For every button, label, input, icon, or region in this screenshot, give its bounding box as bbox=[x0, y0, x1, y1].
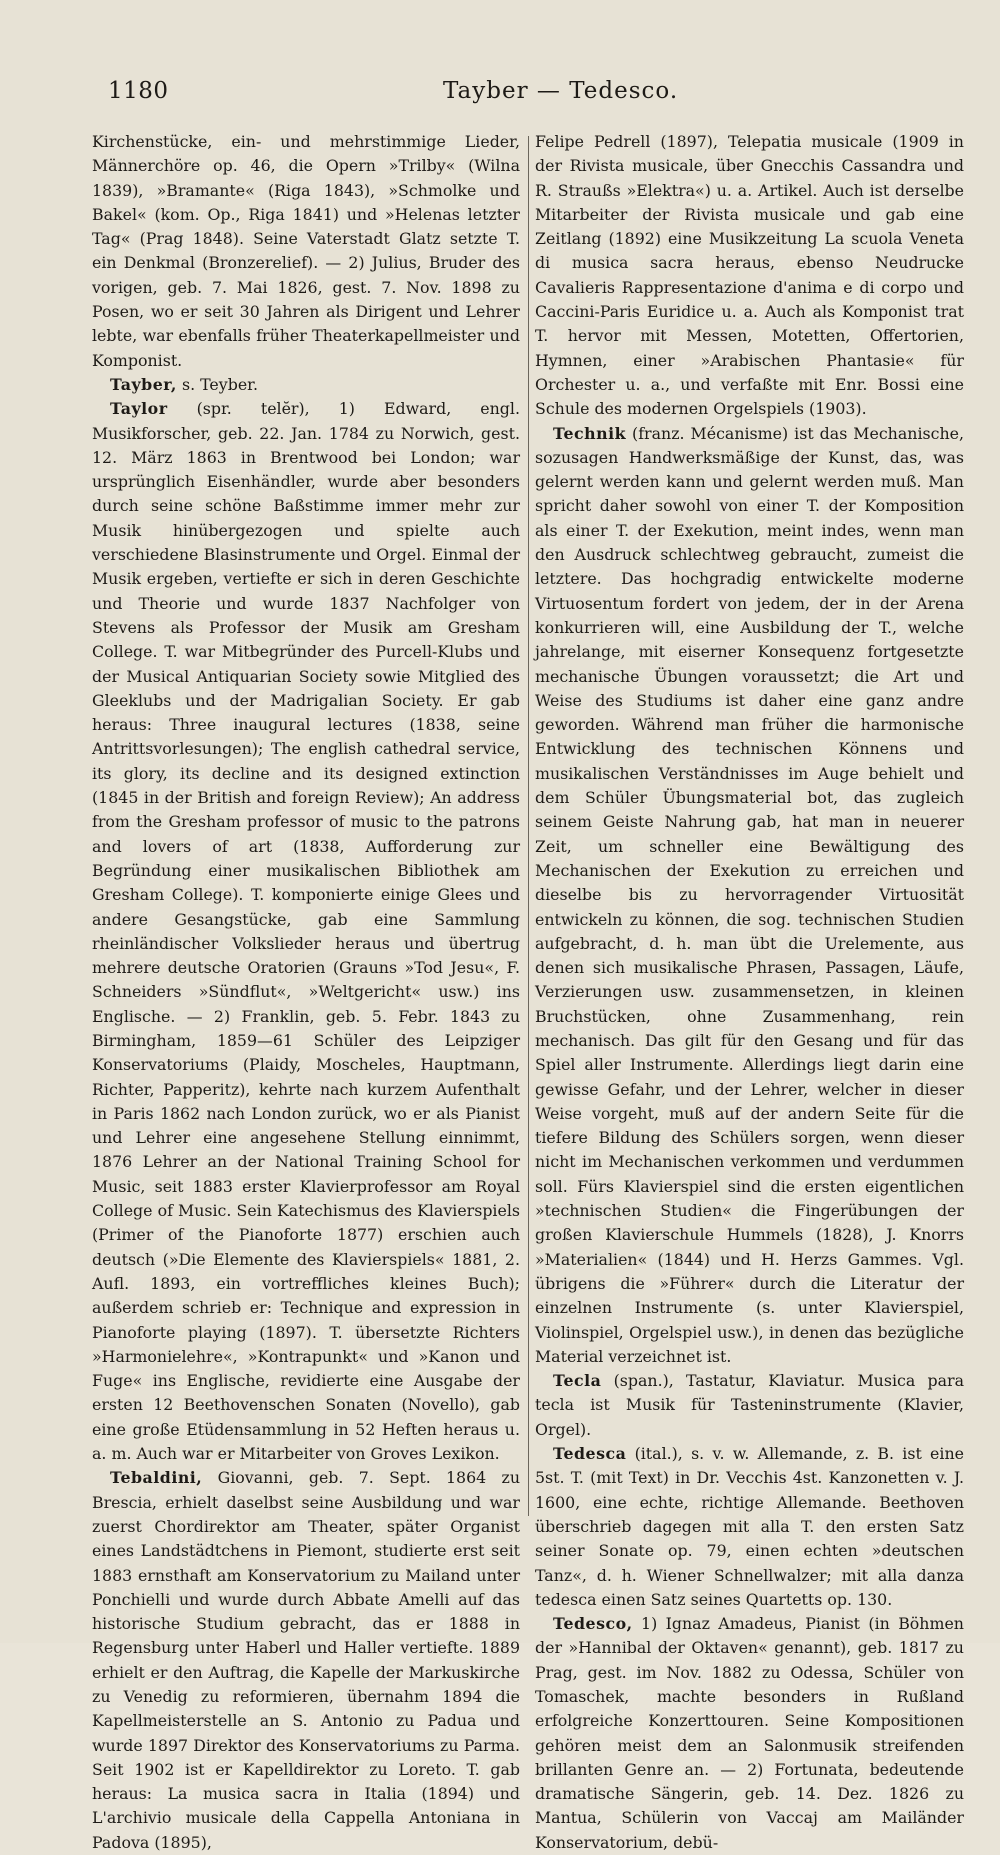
entry-headword: Tedesca bbox=[553, 1444, 627, 1464]
entry-headword: Tebaldini, bbox=[110, 1468, 203, 1488]
page-number: 1180 bbox=[108, 78, 169, 104]
entry-text: (spr. telĕr), 1) Edward, engl. Musikforscher, geb. 22. Jan. 1784 zu Norwich, gest. 12. März 1863 in Brentwood bei London; war ursprünglich Eisenhändler, wurde aber besonders durch seine schöne Baßstimme immer mehr zur Musik hinübergezogen und spielte auch verschiedene Blasinstrumente und Orgel. Einmal der Musik ergeben, vertiefte er sich in deren Geschichte und Theorie und wurde 1837 Nachfolger von Stevens als Professor der Musik am Gresham College. T. war Mitbegründer des Purcell-Klubs und der Musical Antiquarian Society sowie Mitglied des Gleeklubs und der Madrigalian Society. Er gab heraus: Three inaugural lectures (1838, seine Antrittsvorlesungen); The english cathedral service, its glory, its decline and its designed extinction (1845 in der British and foreign Review); An address from the Gresham professor of music to the patrons and lovers of art (1838, Aufforderung zur Begründung einer musikalischen Bibliothek am Gresham College). T. komponierte einige Glees und andere Gesangstücke, gab eine Sammlung rheinländischer Volkslieder heraus und übertrug mehrere deutsche Oratorien (Grauns »Tod Jesu«, F. Schneiders »Sündflut«, »Weltgericht« usw.) ins Englische. — 2) Franklin, geb. 5. Febr. 1843 zu Birmingham, 1859—61 Schüler des Leipziger Konservatoriums (Plaidy, Moscheles, Hauptmann, Richter, Papperitz), kehrte nach kurzem Aufenthalt in Paris 1862 nach London zurück, wo er als Pianist und Lehrer eine angesehene Stellung einnimmt, 1876 Lehrer an der National Training School for Music, seit 1883 erster Klavierprofessor am Royal College of Music. Sein Katechismus des Klavierspiels (Primer of the Pianoforte 1877) erschien auch deutsch (»Die Elemente des Klavierspiels« 1881, 2. Aufl. 1893, ein vortreffliches kleines Buch); außerdem schrieb er: Technique and expression in Pianoforte playing (1897). T. übersetzte Richters »Harmonielehre«, »Kontrapunkt« und »Kanon und Fuge« ins Englische, revidierte eine Ausgabe der ersten 12 Beethovenschen Sonaten (Novello), gab eine große Etüdensammlung in 52 Heften heraus u. a. m. Auch war er Mitarbeiter von Groves Lexikon. bbox=[92, 399, 520, 1464]
right-column bbox=[535, 130, 964, 1855]
continued-entry-text: Kirchenstücke, ein- und mehrstimmige Lieder, Männerchöre op. 46, die Opern »Trilby« (Wilna 1839), »Bramante« (Riga 1843), »Schmolke und Bakel« (kom. Op., Riga 1841) und »Helenas letzter Tag« (Prag 1848). Seine Vaterstadt Glatz setzte T. ein Denkmal (Bronzerelief). — 2) Julius, Bruder des vorigen, geb. 7. Mai 1826, gest. 7. Nov. 1898 zu Posen, wo er seit 30 Jahren als Dirigent und Lehrer lebte, war ebenfalls früher Theaterkapellmeister und Komponist. bbox=[92, 132, 520, 370]
dictionary-entry bbox=[92, 1466, 520, 1855]
page-header bbox=[108, 78, 679, 114]
dictionary-entry bbox=[535, 1369, 964, 1442]
entry-text: (span.), Tastatur, Klaviatur. Musica para tecla ist Musik für Tasteninstrumente (Klavier, Orgel). bbox=[535, 1371, 964, 1439]
entry-text: Giovanni, geb. 7. Sept. 1864 zu Brescia, erhielt daselbst seine Ausbildung und war zuerst Chordirektor am Theater, später Organist eines Landstädtchens in Piemont, studierte erst seit 1883 ernsthaft am Konservatorium zu Mailand unter Ponchielli und wurde durch Abbate Amelli auf das historische Studium gebracht, das er 1888 in Regensburg unter Haberl und Haller vertiefte. 1889 erhielt er den Auftrag, die Kapelle der Markuskirche zu Venedig zu reformieren, übernahm 1894 die Kapellmeisterstelle an S. Antonio zu Padua und wurde 1897 Direktor des Konservatoriums zu Parma. Seit 1902 ist er Kapelldirektor zu Loreto. T. gab heraus: La musica sacra in Italia (1894) und L'archivio musicale della Cappella Antoniana in Padova (1895), bbox=[92, 1468, 520, 1852]
entry-headword: Technik bbox=[553, 423, 627, 443]
dictionary-entry bbox=[535, 1612, 964, 1855]
running-head: Tayber — Tedesco. bbox=[443, 78, 679, 104]
left-column bbox=[92, 130, 520, 1855]
entry-headword: Tecla bbox=[553, 1371, 602, 1391]
entry-text: (franz. Mécanisme) ist das Mechanische, sozusagen Handwerksmäßige der Kunst, das, was gelernt werden kann und gelernt werden muß. Man spricht daher sowohl von einer T. der Komposition als einer T. der Exekution, meint indes, wenn man den Ausdruck schlechtweg gebraucht, zumeist die letztere. Das hochgradig entwickelte moderne Virtuosentum fordert von jedem, der in der Arena konkurrieren will, eine Ausbildung der T., welche jahrelange, mit eiserner Konsequenz fortgesetzte mechanische Übungen voraussetzt; die Art und Weise des Studiums ist daher eine ganz andre geworden. Während man früher die harmonische Entwicklung des technischen Könnens und musikalischen Verständnisses im Auge behielt und dem Schüler Übungsmaterial bot, das zugleich seinem Geiste Nahrung gab, hat man in neuerer Zeit, um schneller eine Bewältigung des Mechanischen der Exekution zu erreichen und dieselbe bis zu hervorragender Virtuosität entwickeln zu können, die sog. technischen Studien aufgebracht, d. h. man übt die Urelemente, aus denen sich musikalische Phrasen, Passagen, Läufe, Verzierungen usw. zusammensetzen, in kleinen Bruchstücken, ohne Zusammenhang, rein mechanisch. Das gilt für den Gesang und für das Spiel aller Instrumente. Allerdings liegt darin eine gewisse Gefahr, und der Lehrer, welcher in dieser Weise vorgeht, muß auf der andern Seite für die tiefere Bildung des Schülers sorgen, wenn dieser nicht im Mechanischen verkommen und verdummen soll. Fürs Klavierspiel sind die ersten eigentlichen »technischen Studien« die Fingerübungen der großen Klavierschule Hummels (1828), J. Knorrs »Materialien« (1844) und H. Herzs Gammes. Vgl. übrigens die »Führer« durch die Literatur der einzelnen Instrumente (s. unter Klavierspiel, Violinspiel, Orgelspiel usw.), in denen das bezügliche Material verzeichnet ist. bbox=[535, 423, 964, 1366]
entry-headword: Tayber, bbox=[110, 374, 177, 394]
entry-headword: Taylor bbox=[110, 399, 168, 419]
dictionary-entry bbox=[535, 1442, 964, 1612]
entry-text: s. Teyber. bbox=[181, 374, 258, 394]
column-divider bbox=[528, 136, 529, 1516]
entry-text: 1) Ignaz Amadeus, Pianist (in Böhmen der »Hannibal der Oktaven« genannt), geb. 1817 zu Prag, gest. im Nov. 1882 zu Odessa, Schüler von Tomaschek, machte besonders in Rußland erfolgreiche Konzerttouren. Seine Kompositionen gehören meist dem an Salonmusik streifenden brillanten Genre an. — 2) Fortunata, bedeutende dramatische Sängerin, geb. 14. Dez. 1826 zu Mantua, Schülerin von Vaccaj am Mailänder Konservatorium, debü- bbox=[535, 1614, 964, 1852]
dictionary-entry bbox=[92, 373, 520, 397]
continued-entry-text: Felipe Pedrell (1897), Telepatia musicale (1909 in der Rivista musicale, über Gnecchis Cassandra und R. Straußs »Elektra«) u. a. Artikel. Auch ist derselbe Mitarbeiter der Rivista musicale und gab eine Zeitlang (1892) eine Musikzeitung La scuola Veneta di musica sacra heraus, ebenso Neudrucke Cavalieris Rappresentazione d'anima e di corpo und Caccini-Paris Euridice u. a. Auch als Komponist trat T. hervor mit Messen, Motetten, Offertorien, Hymnen, einer »Arabischen Phantasie« für Orchester u. a., und verfaßte mit Enr. Bossi eine Schule des modernen Orgelspiels (1903). bbox=[535, 132, 964, 419]
dictionary-entry bbox=[535, 422, 964, 1370]
entry-text: (ital.), s. v. w. Allemande, z. B. ist eine 5st. T. (mit Text) in Dr. Vecchis 4st. Kanzonetten v. J. 1600, eine echte, richtige Allemande. Beethoven überschrieb dagegen mit alla T. den ersten Satz seiner Sonate op. 79, einen echten »deutschen Tanz«, d. h. Wiener Schnellwalzer; mit alla danza tedesca einen Satz seines Quartetts op. 130. bbox=[535, 1444, 964, 1609]
dictionary-entry bbox=[92, 397, 520, 1466]
entry-headword: Tedesco, bbox=[553, 1614, 633, 1634]
